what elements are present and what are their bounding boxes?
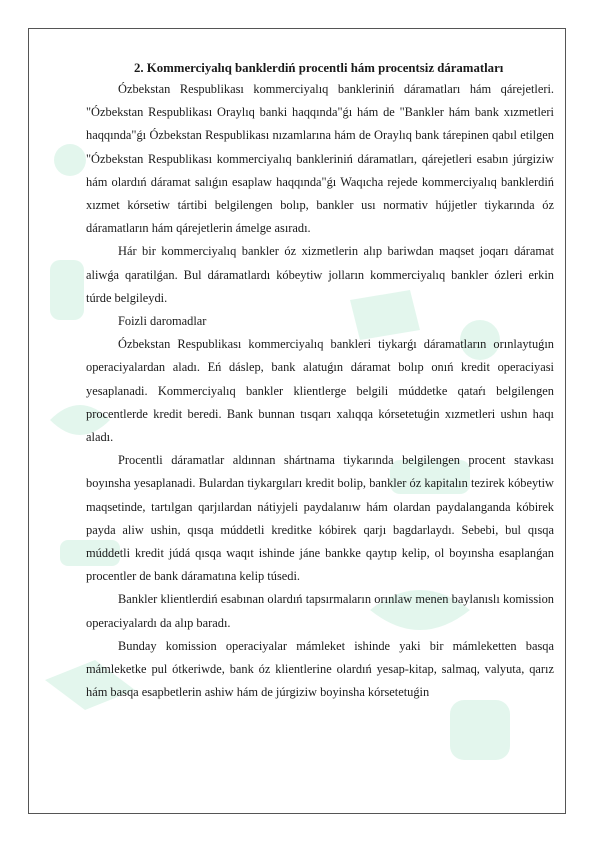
paragraph: Hár bir kommerciyalıq bankler óz xizmetlerin alıp bariwdan maqset joqarı dáramat aliwǵa qaratilǵan. Bul dáramatlardı kóbeytiw jolların kommerciyalıq bankler ózleri erkin túrde belgileydi. — [86, 244, 554, 305]
section-title: 2. Kommerciyalıq banklerdiń procentli hám procentsiz dáramatları — [134, 61, 504, 75]
paragraph: Ózbekstan Respublikası kommerciyalıq bankleri tiykarǵı dáramatların orınlaytuǵın operaciyalardan aladı. Eń dáslep, bank alatuǵın dáramat bolıp onıń kredit operaciyasi yesaplanadi. Kommerciyalıq bankler klientlerge belgili múddetke qataŕı belgilengen procentlerde kredit beredi. Bank bunnan tısqarı xalıqqa kórsetetuǵin xızmetleri ushın haqı aladı. — [86, 337, 554, 445]
paragraph: Bunday komission operaciyalar mámleket ishinde yaki bir mámleketten basqa mámleketke pul ótkeriwde, bank óz klientlerine olardıń yesap-kitap, salmaq, valyuta, qarız hám basqa esapbetlerin ashiw hám de júrgiziw boyinsha kórsetetuǵin — [86, 638, 554, 700]
paragraph: Ózbekstan Respublikası kommerciyalıq bankleriniń dáramatları hám qárejetleri. "Ózbekstan Respublikası Oraylıq banki haqqında"ǵı hám de "Bankler hám bank xızmetleri haqqında"ǵı Ózbekstan Respublikası nızamlarına hám de Oraylıq bank tárepinen qabıl etilgen "Ózbekstan Respublikası kommerciyalıq bankleriniń dáramatları, qárejetleri esabın júrgiziw hám olardıń dáramat salıǵın esaplaw haqqında"ǵı Waqıcha rejede kommerciyalıq banklerdiń xızmet kórsetiw tártibi belgilengen bolıp, bankler usı normativ hújjetler tiykarında óz dáramatların hám qárejetlerin ámelge asıradı. — [86, 82, 554, 236]
subheading: Foizli daromadlar — [118, 314, 207, 329]
paragraph: Bankler klientlerdiń esabınan olardıń tapsırmaların orınlaw menen baylanıslı komission operaciyalardı da alıp baradı. — [86, 592, 554, 630]
paragraph: Procentli dáramatlar aldınnan shártnama tiykarında belgilengen procent stavkası boyınsha yesaplanadi. Bulardan tiykargıları kredit bolip, bankler óz kapitalın tezirek kóbeytiw maqsetinde, tartılgan qarjılardan nátiyjeli paydalanıw hám olardan paydalanganda kóbirek payda aliw ushin, qısqa múddetli kreditke kóbirek qarjı bagdarlaydı. Sebebi, bul qısqa múddetli kredit júdá qısqa waqıt ishinde jáne bankke qaytıp kelip, ol boyınsha esaplanǵan procentler de bank dáramatına kelip túsedi. — [86, 453, 554, 584]
document-body — [86, 58, 554, 704]
